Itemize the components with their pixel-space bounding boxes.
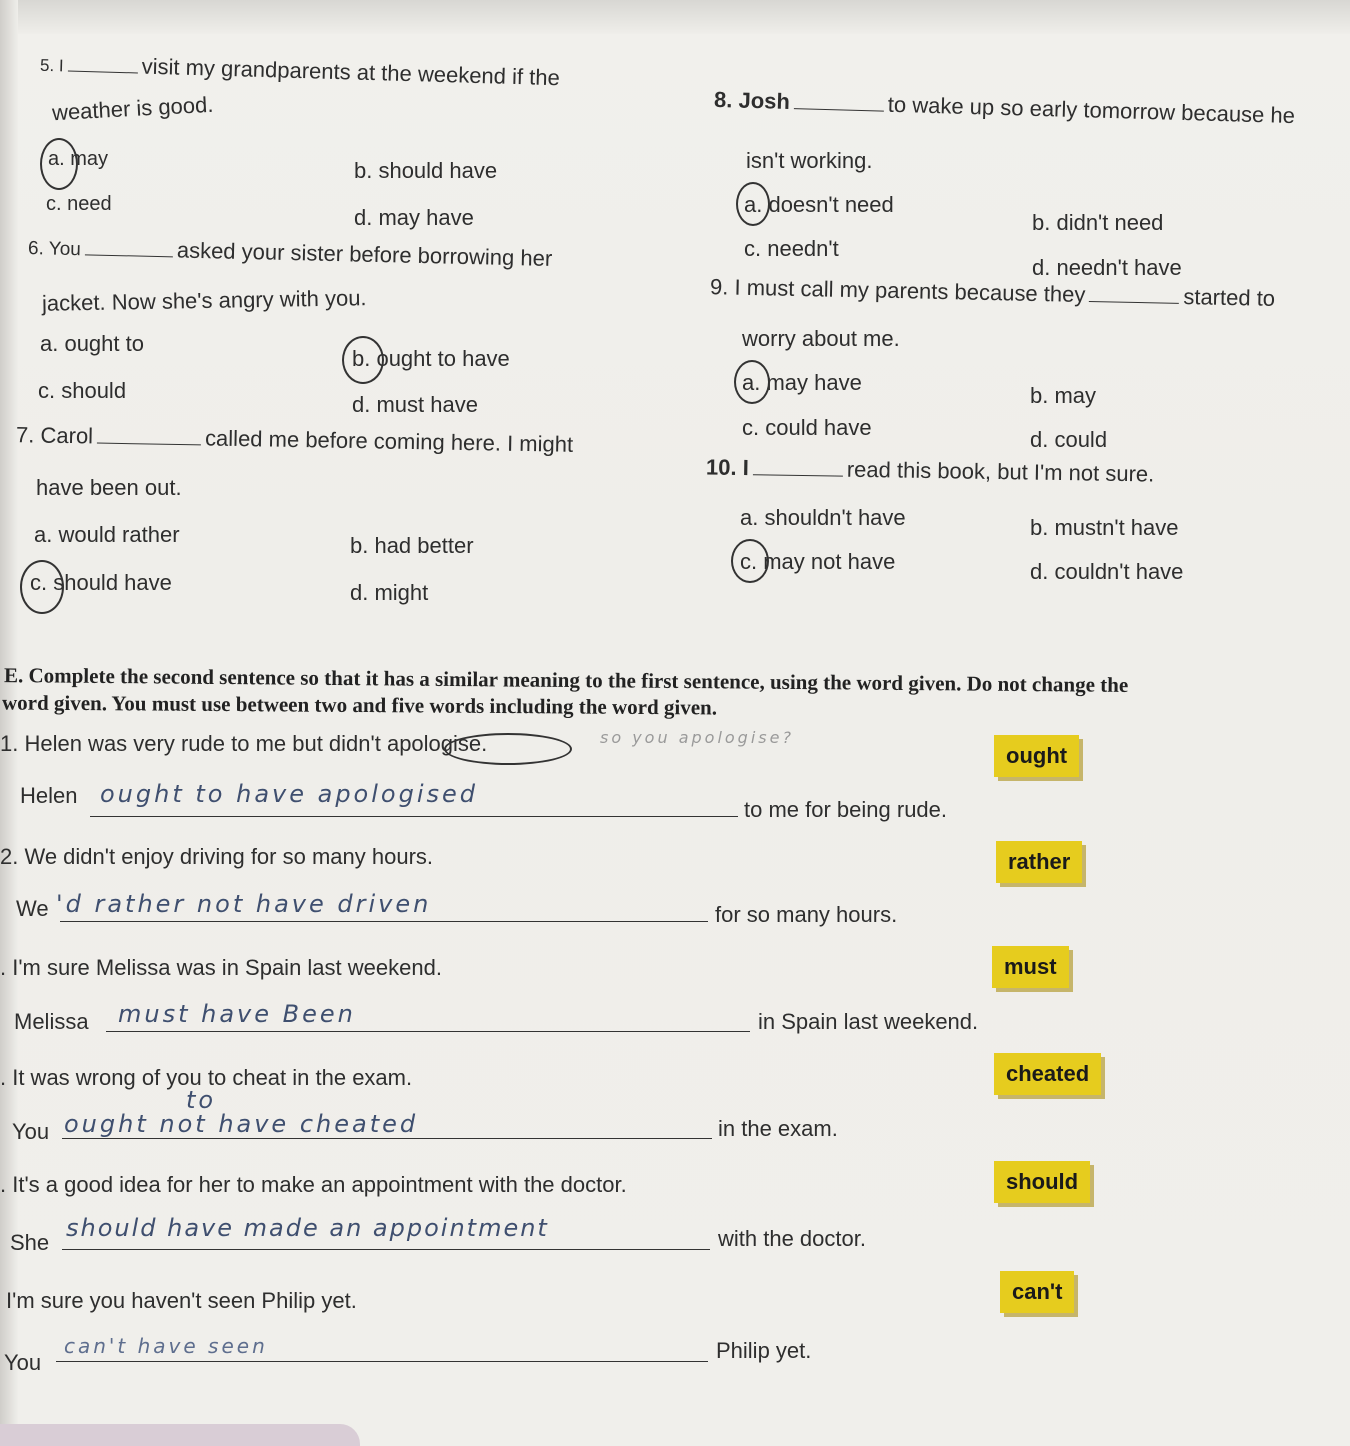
item-3-answer[interactable]: must have Been [118,1000,356,1028]
q7-stem: 7. Carol called me before coming here. I might [15,422,574,457]
item-2-answer[interactable]: 'd rather not have driven [56,890,432,918]
item-1-end: to me for being rude. [744,797,948,822]
keyword-must: must [992,946,1069,988]
answer-circle [736,182,770,226]
q9-option-c[interactable]: c. could have [742,415,872,440]
item-4-start: You [12,1119,50,1144]
q10-option-a[interactable]: a. shouldn't have [740,505,906,530]
item-5-answer[interactable]: should have made an appointment [66,1214,549,1242]
keyword-cheated: cheated [994,1053,1101,1095]
q5-stem: 5. I visit my grandparents at the weekend if the [39,53,561,91]
item-6-answer[interactable]: can't have seen [64,1334,268,1358]
item-4-sentence: . It was wrong of you to cheat in the exam. [0,1065,413,1090]
item-2-end: for so many hours. [715,902,898,927]
q8-option-d[interactable]: d. needn't have [1032,255,1182,280]
q7-option-b[interactable]: b. had better [350,533,474,558]
q9-option-d[interactable]: d. could [1030,427,1108,452]
item-5-sentence: . It's a good idea for her to make an appointment with the doctor. [0,1172,627,1197]
keyword-cant: can't [1000,1271,1074,1313]
q8-stem-cont: isn't working. [746,148,873,173]
item-3-end: in Spain last weekend. [758,1009,979,1034]
section-e-instruction-cont: word given. You must use between two and five words including the word given. [1,690,718,720]
answer-line [106,1031,750,1032]
q8-option-b[interactable]: b. didn't need [1032,210,1164,235]
answer-circle [342,336,384,384]
item-1-sentence: 1. Helen was very rude to me but didn't apologise. [0,731,488,756]
next-page-corner [0,1424,360,1446]
q7-option-a[interactable]: a. would rather [34,522,180,547]
q10-option-b[interactable]: b. mustn't have [1030,515,1179,540]
answer-circle [731,539,769,583]
answer-line [90,816,738,817]
q5-option-a[interactable]: a. may [48,148,109,170]
q9-stem: 9. I must call my parents because they started to [709,274,1276,311]
q9-option-a[interactable]: a. may have [742,370,862,395]
q6-option-d[interactable]: d. must have [352,392,478,417]
answer-circle [734,360,770,404]
q6-option-c[interactable]: c. should [38,378,127,403]
q5-option-b[interactable]: b. should have [354,158,498,183]
q7-option-d[interactable]: d. might [350,580,429,605]
item-4-insert: to [186,1086,217,1114]
keyword-rather: rather [996,841,1082,883]
item-6-sentence: I'm sure you haven't seen Philip yet. [6,1288,357,1313]
q8-stem: 8. Josh to wake up so early tomorrow because he [713,86,1296,129]
q8-option-a[interactable]: a. doesn't need [744,192,894,217]
q9-option-b[interactable]: b. may [1030,383,1097,408]
q10-stem: 10. I read this book, but I'm not sure. [705,454,1155,487]
item-1-start: Helen [20,783,78,808]
item-5-start: She [10,1230,50,1255]
section-e-instruction: E. Complete the second sentence so that it has a similar meaning to the first sentence, using the word given. Do not change the [3,663,1129,697]
q8-option-c[interactable]: c. needn't [744,236,839,261]
answer-circle [444,733,572,765]
answer-line [60,921,708,922]
q10-option-c[interactable]: c. may not have [740,549,896,574]
item-1-answer[interactable]: ought to have apologised [100,780,478,808]
keyword-should: should [994,1161,1090,1203]
q6-option-b[interactable]: b. ought to have [352,346,510,371]
q6-stem: 6. You asked your sister before borrowing her [27,237,553,271]
item-6-end: Philip yet. [716,1338,812,1363]
item-2-start: We [16,896,49,921]
answer-line [56,1361,708,1362]
item-2-sentence: 2. We didn't enjoy driving for so many hours. [0,844,434,869]
q5-option-c[interactable]: c. need [46,193,112,215]
q6-option-a[interactable]: a. ought to [40,331,144,356]
q5-stem-cont: weather is good. [51,91,214,126]
answer-circle [20,560,64,614]
q7-stem-cont: have been out. [36,475,182,500]
q5-option-d[interactable]: d. may have [354,205,474,230]
item-4-end: in the exam. [718,1116,838,1141]
answer-circle [40,138,78,190]
item-6-start: You [4,1350,42,1375]
answer-line [62,1138,712,1139]
item-4-answer[interactable]: ought not have cheated [64,1110,419,1138]
handwritten-note: so you apologise? [600,728,794,747]
answer-line [62,1249,710,1250]
q9-stem-cont: worry about me. [742,326,900,351]
page-top-shadow [0,0,1350,34]
item-3-sentence: . I'm sure Melissa was in Spain last weekend. [0,955,442,980]
keyword-ought: ought [994,735,1079,777]
q7-option-c[interactable]: c. should have [30,570,172,595]
q10-option-d[interactable]: d. couldn't have [1030,559,1184,584]
item-3-start: Melissa [14,1009,89,1034]
q6-stem-cont: jacket. Now she's angry with you. [41,285,367,316]
item-5-end: with the doctor. [718,1226,866,1251]
